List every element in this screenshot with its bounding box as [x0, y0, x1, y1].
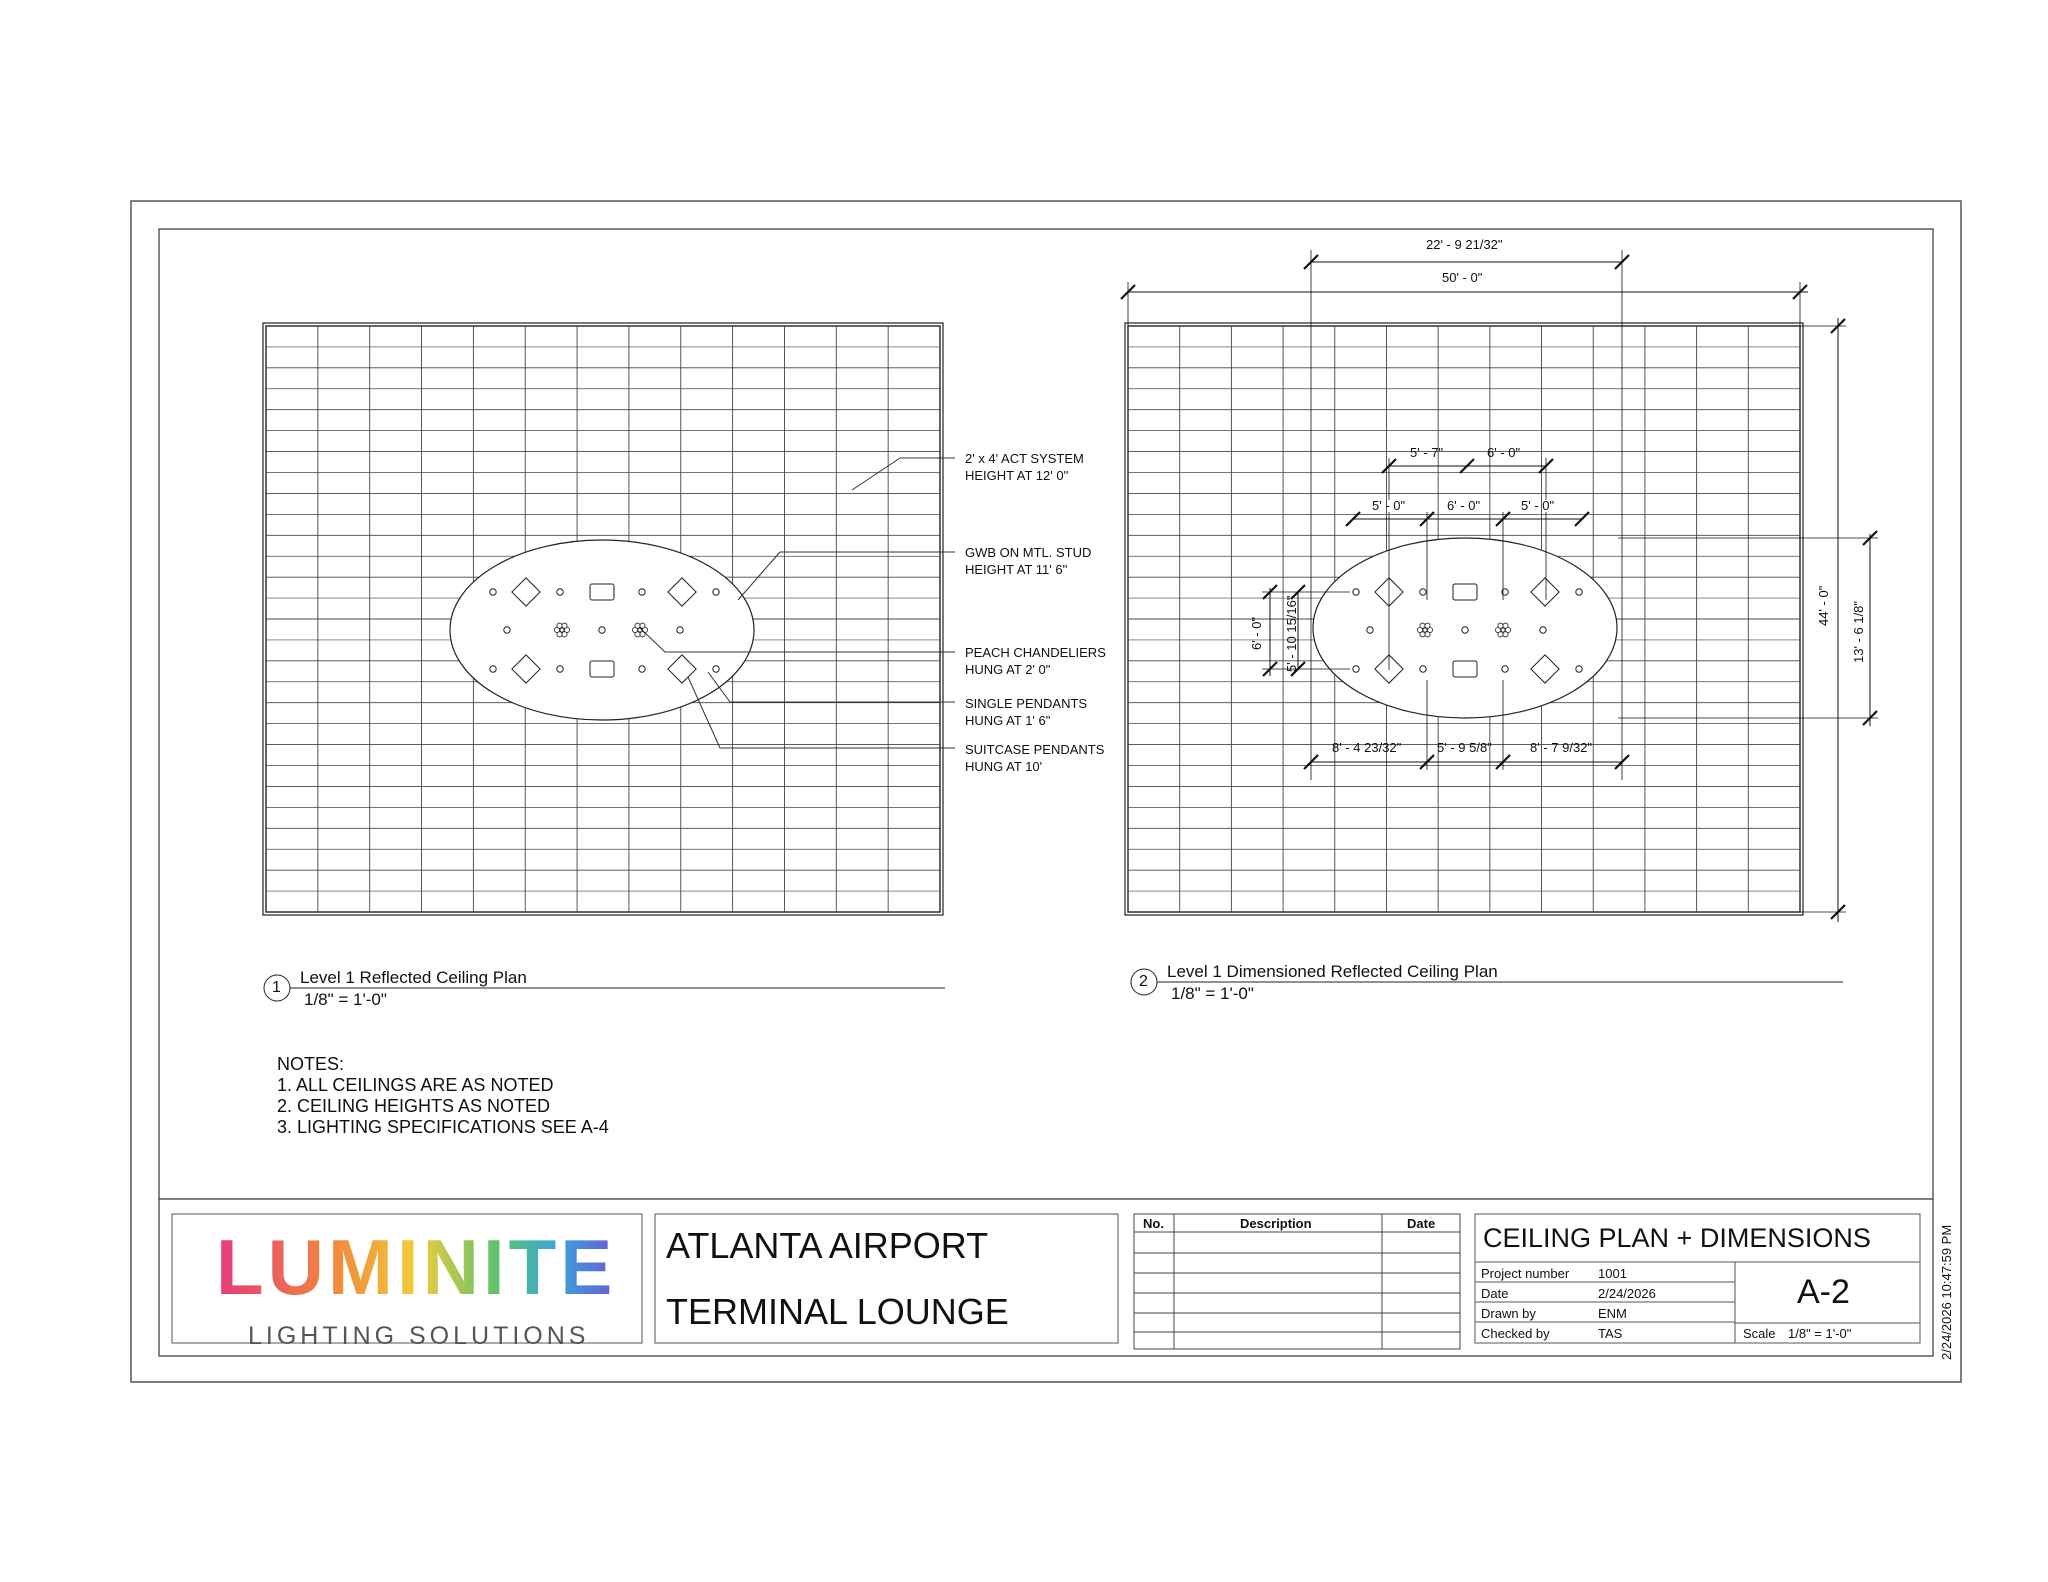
dim-bottom-a: 8' - 4 23/32": [1332, 740, 1402, 755]
plan2-view-title: Level 1 Dimensioned Reflected Ceiling Plan: [1167, 962, 1498, 981]
single-pendant-symbol: [1462, 627, 1468, 633]
print-timestamp: 2/24/2026 10:47:59 PM: [1939, 1224, 1954, 1360]
dim-row1-a: 5' - 7": [1410, 445, 1444, 460]
chandelier-bulb: [640, 623, 645, 628]
note-2: 2. CEILING HEIGHTS AS NOTED: [277, 1096, 551, 1116]
sheet-title: CEILING PLAN + DIMENSIONS: [1483, 1223, 1871, 1253]
single-pendant-symbol: [713, 666, 719, 672]
project-name-line2: TERMINAL LOUNGE: [666, 1291, 1009, 1332]
peach-chandelier-symbol: [1495, 623, 1510, 637]
callout-gwb-line1: GWB ON MTL. STUD: [965, 545, 1092, 560]
field-drawn-by-value: ENM: [1598, 1306, 1627, 1321]
sheet-inner-border: [159, 229, 1933, 1356]
callout-single-pendants-line1: SINGLE PENDANTS: [965, 696, 1088, 711]
callout-gwb-line2: HEIGHT AT 11' 6": [965, 562, 1068, 577]
rectangular-fixture-symbol: [1453, 661, 1477, 677]
single-pendant-symbol: [1367, 627, 1373, 633]
rev-header-no: No.: [1143, 1216, 1164, 1231]
sheet-outer-border: [131, 201, 1961, 1382]
single-pendant-symbol: [504, 627, 510, 633]
chandelier-bulb: [562, 623, 567, 628]
rectangular-fixture-symbol: [590, 661, 614, 677]
dim-bottom-b: 5' - 9 5/8": [1437, 740, 1492, 755]
plan2-view-number: 2: [1139, 973, 1148, 990]
single-pendant-symbol: [1576, 589, 1582, 595]
chandelier-bulb: [1425, 632, 1430, 637]
chandelier-bulb: [1503, 632, 1508, 637]
single-pendant-symbol: [599, 627, 605, 633]
single-pendant-symbol: [1353, 666, 1359, 672]
field-date-value: 2/24/2026: [1598, 1286, 1656, 1301]
chandelier-center: [560, 628, 564, 632]
plan2-view-scale: 1/8" = 1'-0": [1171, 984, 1254, 1003]
rev-header-description: Description: [1240, 1216, 1312, 1231]
single-pendant-symbol: [713, 589, 719, 595]
project-name-line1: ATLANTA AIRPORT: [666, 1225, 989, 1266]
peach-chandelier-symbol: [1417, 623, 1432, 637]
dim-vertical-a: 6' - 0": [1249, 616, 1264, 650]
plan1-view-scale: 1/8" = 1'-0": [304, 990, 387, 1009]
single-pendant-symbol: [557, 589, 563, 595]
single-pendant-symbol: [1576, 666, 1582, 672]
dim-vertical-b: 5' - 10 15/16": [1284, 595, 1299, 672]
callout-chandeliers-line1: PEACH CHANDELIERS: [965, 645, 1106, 660]
dim-row2-c: 5' - 0": [1521, 498, 1555, 513]
logo-tagline: LIGHTING SOLUTIONS: [248, 1322, 590, 1350]
revision-table: [1134, 1214, 1460, 1349]
dim-top-overall-width: 50' - 0": [1442, 270, 1483, 285]
single-pendant-symbol: [1420, 666, 1426, 672]
rectangular-fixture-symbol: [1453, 584, 1477, 600]
callout-act-line1: 2' x 4' ACT SYSTEM: [965, 451, 1084, 466]
note-3: 3. LIGHTING SPECIFICATIONS SEE A-4: [277, 1117, 609, 1137]
field-checked-by-label: Checked by: [1481, 1326, 1550, 1341]
field-date-label: Date: [1481, 1286, 1509, 1301]
chandelier-center: [1423, 628, 1427, 632]
scale-value: 1/8" = 1'-0": [1788, 1326, 1852, 1341]
single-pendant-symbol: [490, 666, 496, 672]
plan1-view-number: 1: [272, 979, 281, 996]
single-pendant-symbol: [639, 589, 645, 595]
single-pendant-symbol: [1420, 589, 1426, 595]
chandelier-bulb: [1498, 623, 1503, 628]
callout-single-pendants-line2: HUNG AT 1' 6": [965, 713, 1051, 728]
field-project-number-label: Project number: [1481, 1266, 1570, 1281]
single-pendant-symbol: [557, 666, 563, 672]
rectangular-fixture-symbol: [590, 584, 614, 600]
plan1-view-title: Level 1 Reflected Ceiling Plan: [300, 968, 527, 987]
callout-suitcase-pendants-line2: HUNG AT 10': [965, 759, 1043, 774]
callout-suitcase-pendants-line1: SUITCASE PENDANTS: [965, 742, 1105, 757]
chandelier-bulb: [635, 623, 640, 628]
callout-chandeliers-line2: HUNG AT 2' 0": [965, 662, 1051, 677]
single-pendant-symbol: [1353, 589, 1359, 595]
single-pendant-symbol: [490, 589, 496, 595]
dim-row2-b: 6' - 0": [1447, 498, 1481, 513]
field-drawn-by-label: Drawn by: [1481, 1306, 1536, 1321]
notes-header: NOTES:: [277, 1054, 345, 1074]
note-1: 1. ALL CEILINGS ARE AS NOTED: [277, 1075, 554, 1095]
dim-top-overall-small: 22' - 9 21/32": [1426, 237, 1503, 252]
sheet-number: A-2: [1797, 1273, 1850, 1311]
single-pendant-symbol: [1502, 666, 1508, 672]
chandelier-bulb: [1503, 623, 1508, 628]
dim-right-overall-height: 44' - 0": [1816, 585, 1831, 626]
dim-right-ellipse-height: 13' - 6 1/8": [1851, 600, 1866, 663]
peach-chandelier-symbol: [554, 623, 569, 637]
field-checked-by-value: TAS: [1598, 1326, 1623, 1341]
peach-chandelier-symbol: [632, 623, 647, 637]
dim-bottom-c: 8' - 7 9/32": [1530, 740, 1593, 755]
single-pendant-symbol: [639, 666, 645, 672]
single-pendant-symbol: [1540, 627, 1546, 633]
single-pendant-symbol: [677, 627, 683, 633]
chandelier-bulb: [557, 623, 562, 628]
chandelier-bulb: [1420, 623, 1425, 628]
dim-row1-b: 6' - 0": [1487, 445, 1521, 460]
field-project-number-value: 1001: [1598, 1266, 1627, 1281]
callout-act-line2: HEIGHT AT 12' 0": [965, 468, 1069, 483]
rev-header-date: Date: [1407, 1216, 1436, 1231]
chandelier-bulb: [1425, 623, 1430, 628]
chandelier-center: [1501, 628, 1505, 632]
logo-wordmark: LUMINITE: [216, 1223, 617, 1311]
scale-label: Scale: [1743, 1326, 1776, 1341]
chandelier-bulb: [562, 632, 567, 637]
luminite-logo: [176, 1223, 636, 1368]
dim-row2-a: 5' - 0": [1372, 498, 1406, 513]
